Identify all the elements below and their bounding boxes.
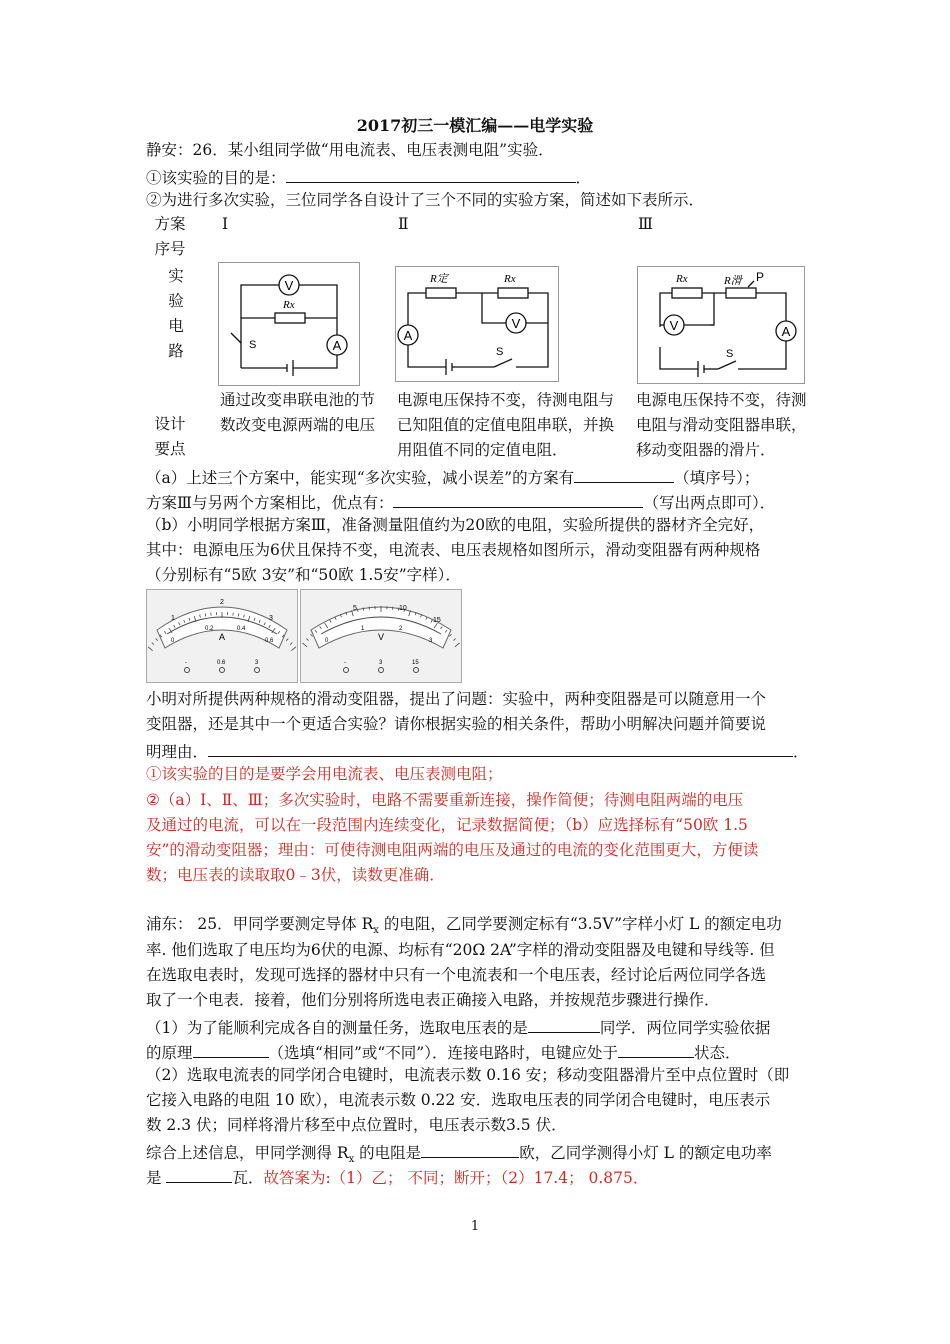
dial-tick: [363, 608, 364, 611]
tick-label: 0.6: [265, 638, 274, 644]
answer-blank: [528, 1018, 600, 1033]
switch-label: S: [496, 346, 504, 358]
q1-answer-line3: 及通过的电流，可以在一段范围内连续变化，记录数据简便；（b）应选择标有“50欧 1.5: [146, 816, 748, 834]
circuit-1-svg: [219, 263, 359, 385]
q1-a-line2: [146, 493, 775, 512]
q2-line11-b: 瓦．: [232, 1169, 264, 1187]
q2-line6: [146, 1043, 740, 1062]
dial-tick: [449, 634, 451, 636]
tick-label: 10: [399, 605, 407, 612]
q1-intro: 静安：26．某小组同学做“用电流表、电压表测电阻”实验．: [146, 141, 554, 159]
design-point-2: 电源电压保持不变，待测电阻与已知阻值的定值电阻串联，并换用阻值不同的定值电阻．: [397, 391, 615, 459]
ammeter-label: A: [332, 338, 342, 353]
q1-item1: [146, 168, 591, 187]
q1-question-line3-suffix: ．: [793, 743, 809, 761]
q2-line1-a: 浦东： 25．甲同学要测定导体 R: [146, 915, 374, 933]
q2-line11: [146, 1168, 648, 1187]
dial-tick: [238, 613, 239, 616]
voltmeter-label: V: [511, 316, 521, 331]
slider-label: P: [756, 270, 765, 284]
resistor-label: Rx: [504, 273, 516, 285]
ammeter-letter: A: [219, 632, 226, 642]
dial-tick: [148, 647, 153, 651]
dial-tick: [311, 634, 313, 636]
design-point-3: 电源电压保持不变，待测电阻与滑动变阻器串联，移动变阻器的滑片．: [636, 391, 807, 459]
switch-label: S: [726, 348, 734, 360]
q1-b-line3: （分别标有“5欧 3安”和“50欧 1.5安”字样）．: [146, 566, 461, 584]
dial-tick: [286, 639, 288, 641]
table-row-label-circuit: 实验电路: [168, 267, 184, 360]
q2-line7: （2）选取电流表的同学闭合电键时，电流表示数 0.16 安；移动变阻器滑片至中点位置时（即: [146, 1066, 790, 1084]
dial-tick: [302, 643, 307, 647]
dial-tick: [205, 613, 206, 616]
table-row-label-scheme: 方案序号: [154, 215, 186, 258]
tick-label: 2: [399, 626, 403, 632]
q2-line9: 数 2.3 伏；同样将滑片移至中点位置时，电压表示数3.5 伏．: [146, 1116, 567, 1134]
answer-blank: [574, 468, 674, 483]
voltmeter-svg: [301, 590, 461, 682]
q1-a-line1-prefix: （a）上述三个方案中，能实现“多次实验，减小误差”的方案有: [146, 469, 575, 487]
q1-item1-suffix: ．: [575, 169, 592, 187]
q2-answer: 故答案为:（1）乙； 不同；断开；（2）17.4； 0.875．: [263, 1169, 649, 1187]
ammeter-dial: [146, 589, 298, 683]
page-number: 1: [470, 1219, 480, 1234]
q2-line5: [146, 1018, 770, 1037]
document-title: 2017初三一模汇编——电学实验: [356, 116, 594, 135]
table-row-label-design: 设计要点: [154, 415, 186, 458]
answer-blank: [286, 168, 576, 183]
resistor-label: Rx: [676, 273, 688, 285]
circuit-diagram-2: [395, 266, 559, 382]
tick-label: 15: [433, 617, 441, 624]
terminal-label: 0.6: [217, 660, 226, 666]
table-col-header-2: Ⅱ: [398, 215, 409, 233]
q2-line2: 率. 他们选取了电压均为6伏的电源、均标有“20Ω 2A”字样的滑动变阻器及电键和导线等. 但: [146, 941, 775, 959]
q1-question-line3: [146, 742, 809, 761]
q1-question-line2: 变阻器，还是其中一个更适合实验？请你根据实验的相关条件，帮助小明解决问题并简要说: [146, 715, 767, 733]
q2-line4: 取了一个电表．接着，他们分别将所选电表正确接入电路，并按规范步骤进行操作．: [146, 991, 720, 1009]
voltmeter-label: V: [284, 278, 294, 293]
q2-line5-b: 同学．两位同学实验依据: [599, 1019, 771, 1037]
dial-tick: [152, 643, 154, 645]
terminal-label: -: [185, 660, 187, 666]
tick-label: 3: [269, 615, 273, 622]
terminal-label: 3: [255, 660, 259, 666]
dial-tick: [290, 643, 292, 645]
q2-line10-c: 欧，乙同学测得小灯 L 的额定电功率: [519, 1144, 772, 1162]
q2-line10: [146, 1143, 772, 1165]
q1-a-line2-prefix: 方案Ⅲ与另两个方案相比，优点有：: [146, 494, 394, 512]
answer-blank: [393, 493, 643, 508]
q2-line10-a: 综合上述信息，甲同学测得 R: [146, 1144, 349, 1162]
tick-label: 0.4: [237, 626, 246, 632]
resistor-label: Rx: [283, 299, 295, 311]
q1-question-line1: 小明对所提供两种规格的滑动变阻器，提出了问题：实验中，两种变阻器是可以随意用一个: [146, 690, 767, 708]
q1-item2: ②为进行多次实验，三位同学各自设计了三个不同的实验方案，简述如下表所示．: [146, 191, 705, 209]
q2-line1: [146, 917, 782, 936]
q1-answer-line2: ②（a）Ⅰ、Ⅱ、Ⅲ；多次实验时，电路不需要重新连接，操作简便；待测电阻两端的电压: [146, 791, 744, 809]
q1-b-line2: 其中：电源电压为6伏且保持不变，电流表、电压表规格如图所示，滑动变阻器有两种规格: [146, 541, 761, 559]
tick-label: 1: [171, 615, 175, 622]
q1-answer-line4: 安”的滑动变阻器；理由：可使待测电阻两端的电压及通过的电流的变化范围更大，方便读: [146, 841, 759, 859]
dial-tick: [156, 639, 158, 641]
terminal-label: 3: [379, 660, 383, 666]
circuit-2-svg: [396, 267, 558, 381]
q1-question-line3-prefix: 明理由．: [146, 743, 209, 761]
answer-blank: [618, 1043, 694, 1058]
q1-answer-line5: 数；电压表的读取取0﹣3伏，读数更准确．: [146, 866, 445, 884]
circuit-diagram-1: [218, 262, 360, 386]
switch-label: S: [249, 339, 257, 351]
tick-label: 0: [171, 638, 175, 644]
ammeter-svg: [147, 590, 297, 682]
terminal-label: -: [344, 660, 346, 666]
dial-tick: [455, 643, 460, 647]
table-col-header-1: Ⅰ: [222, 215, 229, 233]
answer-blank: [421, 1143, 519, 1158]
q2-line6-b: （选填“相同”或“不同”）．连接电路时，电键应处于: [268, 1044, 618, 1062]
fixed-resistor-label: R定: [430, 273, 448, 285]
answer-blank: [193, 1043, 269, 1058]
dial-tick: [306, 638, 308, 640]
dial-tick: [291, 647, 296, 651]
q2-line10-b: 的电阻是: [354, 1144, 422, 1162]
circuit-3-svg: [638, 267, 804, 383]
q2-line6-a: 的原理: [146, 1044, 193, 1062]
q2-line5-a: （1）为了能顺利完成各自的测量任务，选取电压表的是: [146, 1019, 528, 1037]
q2-line8: 它接入电路的电阻 10 欧），电流表示数 0.22 安．选取电压表的同学闭合电键时，电压表示: [146, 1091, 771, 1109]
answer-blank: [208, 742, 793, 757]
q1-item1-prefix: ①该实验的目的是：: [146, 169, 286, 187]
q2-line3: 在选取电表时，发现可选择的器材中只有一个电流表和一个电压表，经讨论后两位同学各选: [146, 966, 767, 984]
answer-blank: [166, 1168, 232, 1183]
q1-answer-line1: ①该实验的目的是要学会用电流表、电压表测电阻；: [146, 765, 503, 783]
rheostat-label: R滑: [724, 275, 742, 287]
tick-label: 1: [361, 626, 365, 632]
q2-line1-b: 的电阻，乙同学要测定标有“3.5V”字样小灯 L 的额定电功: [378, 915, 782, 933]
design-point-1: 通过改变串联电池的节数改变电源两端的电压: [220, 391, 376, 434]
q1-a-line1-suffix: （填序号）；: [674, 469, 760, 487]
tick-label: 5: [353, 605, 357, 612]
ammeter-label: A: [781, 324, 791, 339]
circuit-diagram-3: [637, 266, 805, 384]
q1-a-line1: [146, 468, 759, 487]
tick-label: 3: [429, 638, 433, 644]
table-col-header-3: Ⅲ: [638, 215, 653, 233]
q2-line1-sub: x: [373, 925, 379, 937]
voltmeter-letter: V: [378, 632, 385, 642]
tick-label: 0.2: [205, 626, 214, 632]
tick-label: 0: [325, 638, 329, 644]
q2-line6-c: 状态．: [693, 1044, 741, 1062]
voltmeter-dial: [300, 589, 462, 683]
terminal-label: 15: [412, 660, 419, 666]
q2-line10-sub: x: [348, 1154, 355, 1166]
q1-a-line2-suffix: （写出两点即可）．: [643, 494, 776, 512]
tick-label: 2: [220, 599, 224, 606]
q2-line11-a: 是: [146, 1169, 167, 1187]
ammeter-label: A: [403, 328, 413, 343]
voltmeter-label: V: [669, 318, 679, 333]
dial-tick: [453, 638, 455, 640]
q1-b-line1: （b）小明同学根据方案Ⅲ，准备测量阻值约为20欧的电阻，实验所提供的器材齐全完好，: [146, 516, 765, 534]
